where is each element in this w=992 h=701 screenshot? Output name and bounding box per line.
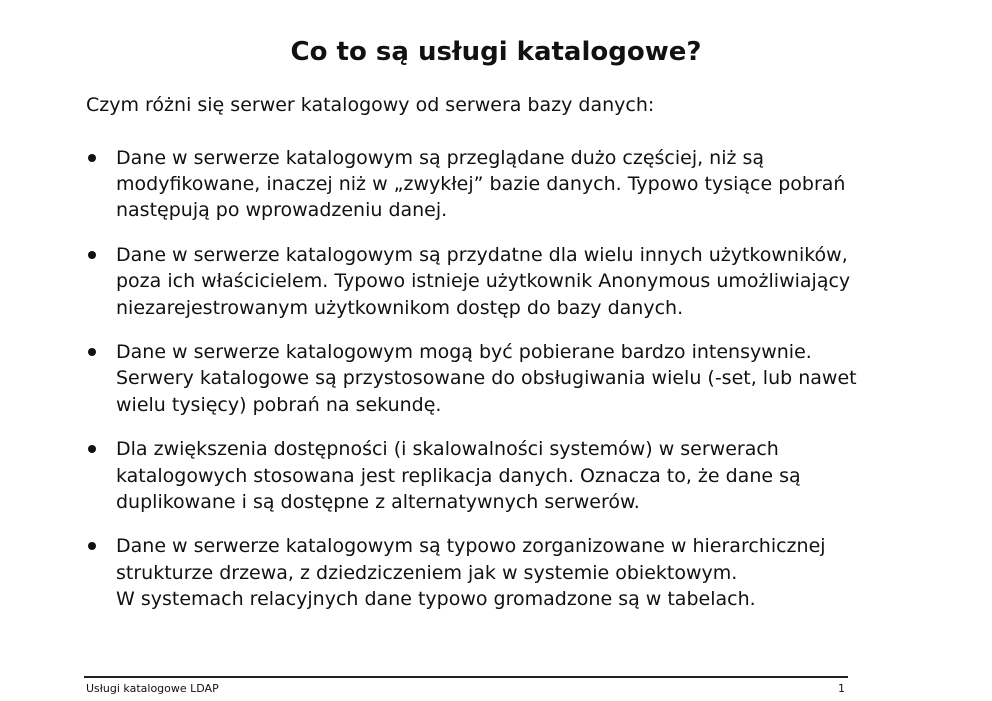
bullet-line: następują po wprowadzeniu danej.: [116, 199, 448, 222]
intro-text: Czym różni się serwer katalogowy od serwera bazy danych:: [86, 94, 655, 116]
bullet-dot-icon: [88, 542, 96, 550]
bullet-line: Dla zwiększenia dostępności (i skalowalności systemów) w serwerach: [116, 438, 779, 461]
bullet-line: strukturze drzewa, z dziedziczeniem jak w systemie obiektowym.: [116, 561, 738, 584]
bullet-dot-icon: [88, 251, 96, 259]
bullet-line: duplikowane i są dostępne z alternatywnych serwerów.: [116, 490, 640, 513]
bullet-dot-icon: [88, 445, 96, 453]
bullet-line: niezarejestrowanym użytkownikom dostęp do bazy danych.: [116, 296, 684, 319]
bullet-item: [86, 242, 866, 321]
bullet-line: Dane w serwerze katalogowym mogą być pobierane bardzo intensywnie.: [116, 341, 812, 364]
bullet-line: poza ich właścicielem. Typowo istnieje użytkownik Anonymous umożliwiający: [116, 270, 851, 293]
bullet-line: modyfikowane, inaczej niż w „zwykłej” bazie danych. Typowo tysiące pobrań: [116, 173, 846, 196]
bullet-line: wielu tysięcy) pobrań na sekundę.: [116, 393, 442, 416]
bullet-list: [86, 145, 866, 631]
bullet-item: [86, 339, 866, 418]
bullet-line: Serwery katalogowe są przystosowane do obsługiwania wielu (-set, lub nawet: [116, 367, 857, 390]
bullet-dot-icon: [88, 154, 96, 162]
bullet-line: Dane w serwerze katalogowym są typowo zorganizowane w hierarchicznej: [116, 535, 826, 558]
footer-divider: [84, 676, 848, 678]
bullet-item: [86, 533, 866, 612]
bullet-line: W systemach relacyjnych dane typowo gromadzone są w tabelach.: [116, 587, 756, 610]
bullet-line: Dane w serwerze katalogowym są przeglądane dużo częściej, niż są: [116, 147, 765, 169]
page-number: 1: [838, 682, 845, 695]
bullet-item: [86, 145, 866, 224]
footer-title: Usługi katalogowe LDAP: [86, 682, 219, 695]
bullet-dot-icon: [88, 348, 96, 356]
bullet-line: katalogowych stosowana jest replikacja danych. Oznacza to, że dane są: [116, 464, 801, 487]
bullet-line: Dane w serwerze katalogowym są przydatne dla wielu innych użytkowników,: [116, 244, 848, 267]
bullet-item: [86, 436, 866, 515]
slide-title: Co to są usługi katalogowe?: [290, 37, 702, 67]
